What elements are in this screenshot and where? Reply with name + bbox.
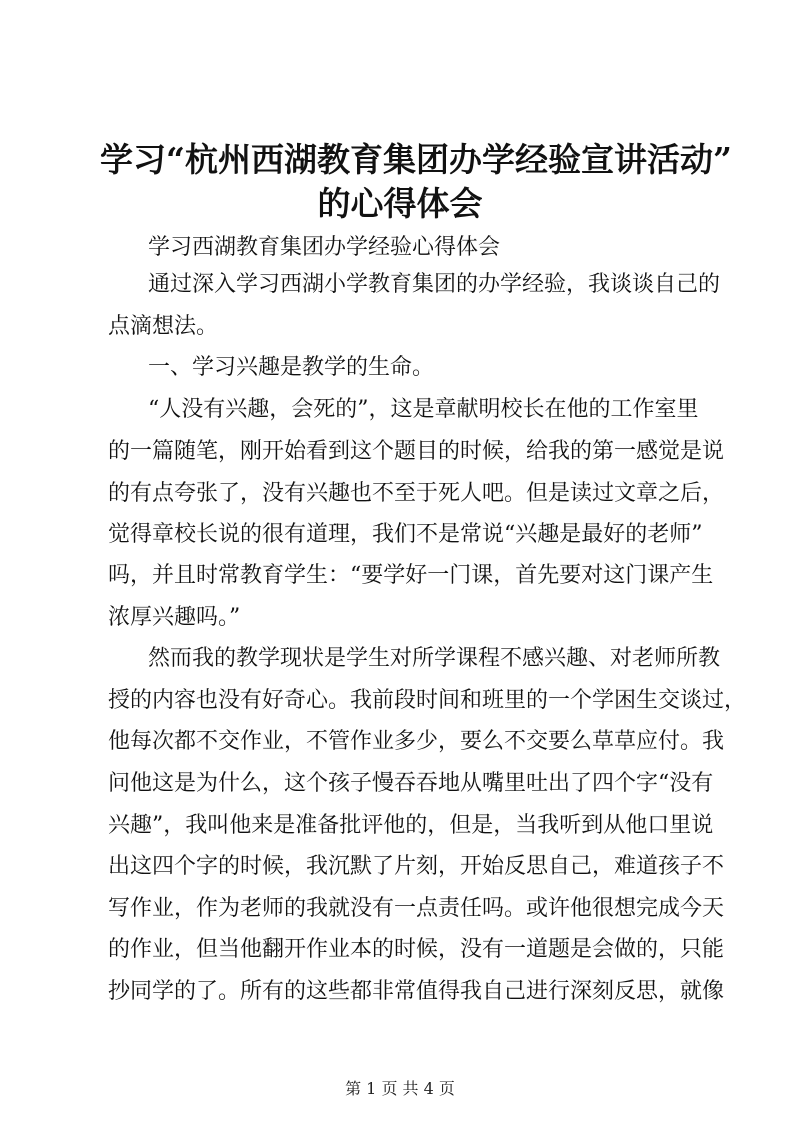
paragraph-line: 然而我的教学现状是学生对所学课程不感兴趣、对老师所教 (148, 646, 721, 671)
subtitle-line: 学习西湖教育集团办学经验心得体会 (148, 235, 501, 260)
paragraph-line: 的一篇随笔，刚开始看到这个题目的时候，给我的第一感觉是说 (108, 439, 725, 464)
paragraph-line: 他每次都不交作业，不管作业多少，要么不交要么草草应付。我 (108, 729, 725, 754)
paragraph-line: 点滴想法。 (108, 314, 219, 339)
paragraph-line: 的有点夸张了，没有兴趣也不至于死人吧。但是读过文章之后， (108, 481, 725, 506)
paragraph-line: 抄同学的了。所有的这些都非常值得我自己进行深刻反思，就像 (108, 979, 725, 1004)
paragraph-line: 通过深入学习西湖小学教育集团的办学经验，我谈谈自己的 (148, 272, 721, 297)
page-number-footer: 第 1 页 共 4 页 (345, 1079, 455, 1098)
section-heading: 一、学习兴趣是教学的生命。 (148, 355, 435, 380)
paragraph-line: 浓厚兴趣吗。” (108, 605, 241, 630)
paragraph-line: 的作业，但当他翻开作业本的时候，没有一道题是会做的，只能 (108, 937, 725, 962)
document-title-line-1: 学习“杭州西湖教育集团办学经验宣讲活动” (100, 140, 732, 179)
paragraph-line: 授的内容也没有好奇心。我前段时间和班里的一个学困生交谈过， (108, 688, 747, 713)
paragraph-line: 吗，并且时常教育学生：“要学好一门课，首先要对这门课产生 (108, 563, 714, 588)
paragraph-line: “人没有兴趣，会死的”，这是章献明校长在他的工作室里 (148, 397, 699, 422)
paragraph-line: 觉得章校长说的很有道理，我们不是常说“兴趣是最好的老师” (108, 522, 703, 547)
paragraph-line: 写作业，作为老师的我就没有一点责任吗。或许他很想完成今天 (108, 896, 725, 921)
paragraph-line: 问他这是为什么，这个孩子慢吞吞地从嘴里吐出了四个字“没有 (108, 771, 714, 796)
paragraph-line: 出这四个字的时候，我沉默了片刻，开始反思自己，难道孩子不 (108, 854, 725, 879)
paragraph-line: 兴趣”，我叫他来是准备批评他的，但是，当我听到从他口里说 (108, 813, 714, 838)
document-title-line-2: 的心得体会 (317, 184, 483, 223)
